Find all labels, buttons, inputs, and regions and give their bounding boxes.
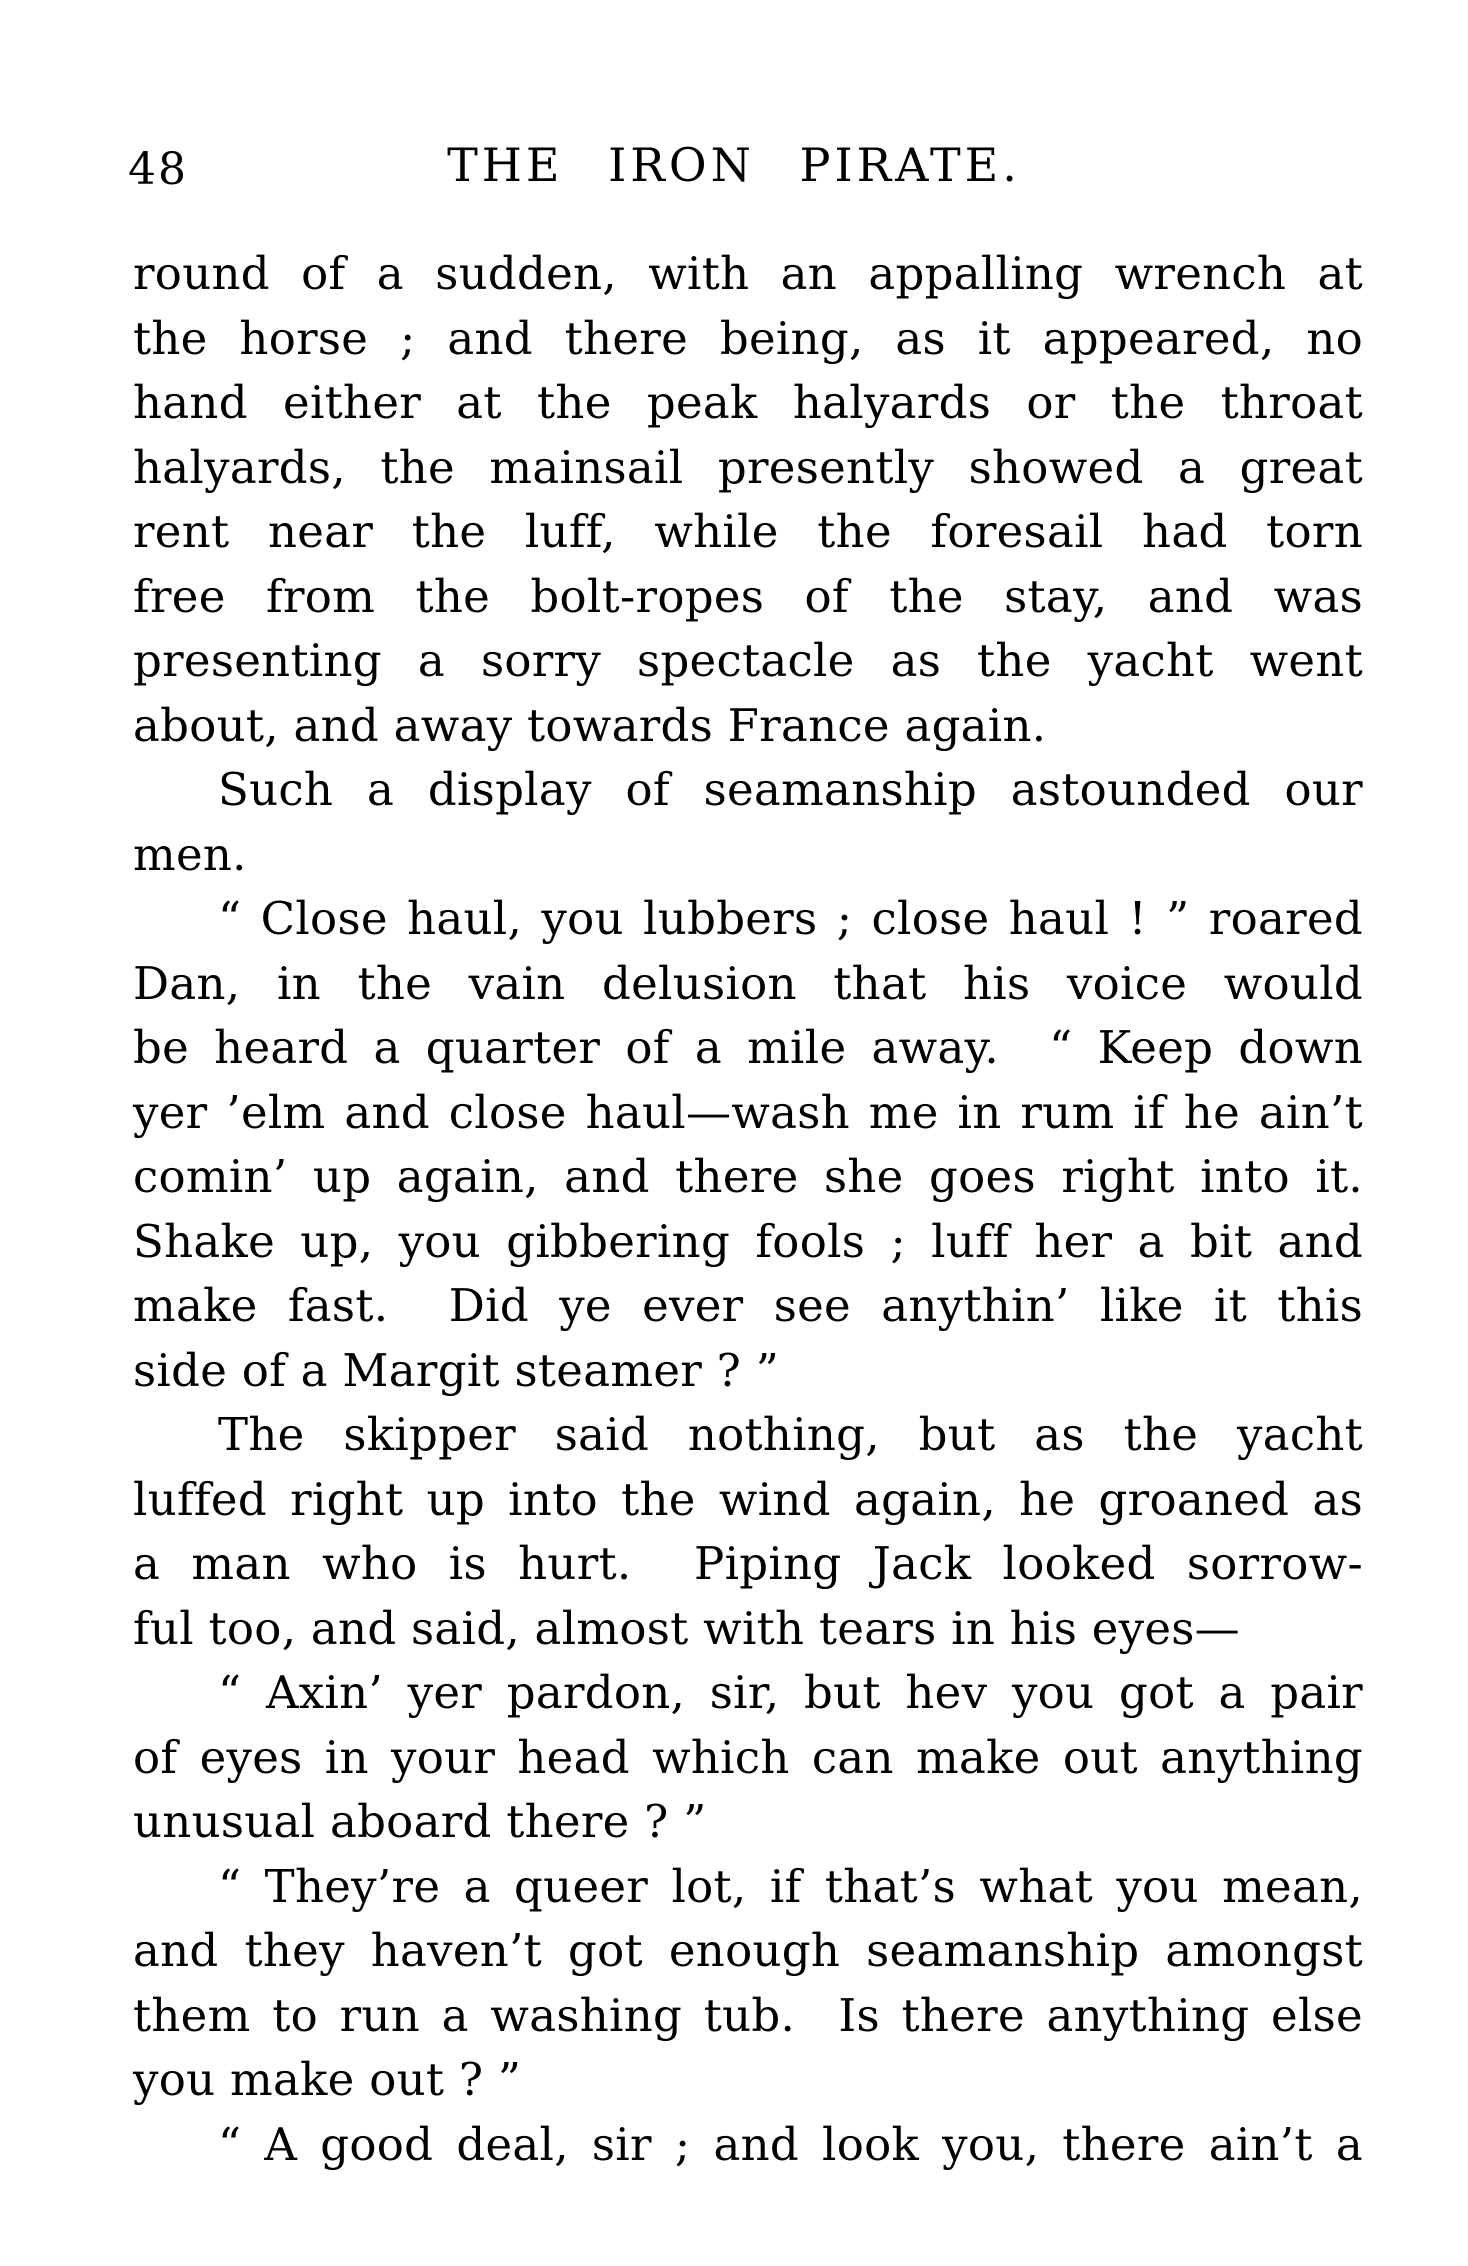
- text-line: be heard a quarter of a mile away. “ Keep down: [133, 1021, 1363, 1074]
- page-title: THE IRON PIRATE.: [447, 138, 1021, 192]
- page-number: 48: [128, 144, 188, 195]
- text-line: “ Close haul, you lubbers ; close haul ! ” roared: [218, 892, 1363, 945]
- page-body: [133, 242, 1363, 2177]
- text-line: presenting a sorry spectacle as the yacht went: [133, 634, 1363, 687]
- text-line: side of a Margit steamer ? ”: [133, 1343, 780, 1397]
- text-line: the horse ; and there being, as it appeared, no: [133, 311, 1363, 365]
- text-line: them to run a washing tub. Is there anything else: [133, 1988, 1363, 2042]
- text-line: Such a display of seamanship astounded our: [218, 763, 1363, 816]
- text-line: luffed right up into the wind again, he groaned as: [133, 1472, 1363, 1526]
- text-line: make fast. Did ye ever see anythin’ like it this: [133, 1279, 1363, 1332]
- text-line: The skipper said nothing, but as the yacht: [218, 1408, 1363, 1461]
- text-line: “ Axin’ yer pardon, sir, but hev you got a pair: [218, 1666, 1363, 1719]
- text-line: and they haven’t got enough seamanship amongst: [133, 1924, 1363, 1977]
- text-line: ful too, and said, almost with tears in his eyes—: [133, 1601, 1240, 1655]
- text-line: Dan, in the vain delusion that his voice would: [133, 956, 1363, 1010]
- text-line: a man who is hurt. Piping Jack looked sorrow-: [133, 1537, 1363, 1590]
- text-line: yer ’elm and close haul—wash me in rum if he ain’t: [133, 1085, 1363, 1139]
- text-line: comin’ up again, and there she goes right into it.: [133, 1150, 1363, 1203]
- text-line: of eyes in your head which can make out anything: [133, 1730, 1363, 1784]
- text-line: about, and away towards France again.: [133, 698, 1047, 752]
- page-header: [0, 138, 1468, 198]
- text-line: “ They’re a queer lot, if that’s what you mean,: [218, 1859, 1363, 1913]
- text-line: Shake up, you gibbering fools ; luff her a bit and: [133, 1214, 1363, 1268]
- text-line: men.: [133, 827, 247, 881]
- text-line: free from the bolt-ropes of the stay, and was: [133, 569, 1363, 623]
- text-line: you make out ? ”: [133, 2053, 522, 2106]
- text-column: [133, 242, 1363, 2177]
- text-line: “ A good deal, sir ; and look you, there ain’t a: [218, 2117, 1363, 2171]
- text-line: round of a sudden, with an appalling wrench at: [133, 247, 1363, 300]
- text-line: unusual aboard there ? ”: [133, 1795, 707, 1848]
- text-line: hand either at the peak halyards or the throat: [133, 376, 1363, 429]
- text-line: halyards, the mainsail presently showed a great: [133, 440, 1363, 494]
- text-line: rent near the luff, while the foresail had torn: [133, 505, 1363, 558]
